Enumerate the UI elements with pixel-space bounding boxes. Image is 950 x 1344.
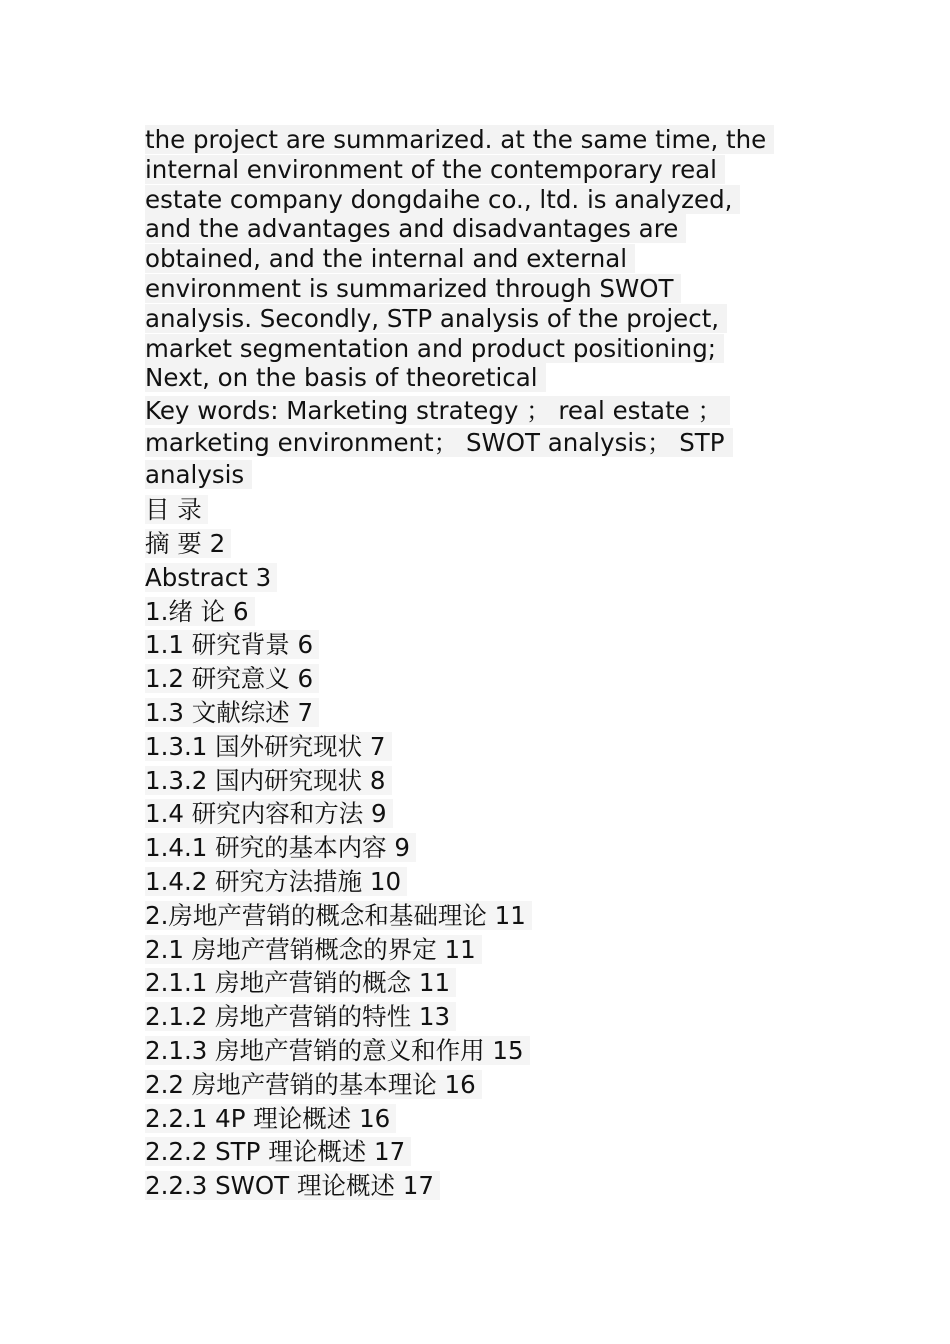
toc-entry[interactable]: 2.2.3 SWOT 理论概述 17: [145, 1169, 810, 1203]
toc-entry[interactable]: 摘 要 2: [145, 527, 810, 561]
abstract-line: internal environment of the contemporary real: [145, 155, 810, 185]
table-of-contents: [145, 493, 810, 1203]
abstract-line: market segmentation and product positioning;: [145, 334, 810, 364]
abstract-line: obtained, and the internal and external: [145, 244, 810, 274]
toc-entry[interactable]: Abstract 3: [145, 561, 810, 595]
abstract-line: estate company dongdaihe co., ltd. is analyzed,: [145, 185, 810, 215]
toc-entry[interactable]: 2.1.2 房地产营销的特性 13: [145, 1000, 810, 1034]
toc-entry[interactable]: 1.3.2 国内研究现状 8: [145, 764, 810, 798]
toc-entry[interactable]: 1.4.1 研究的基本内容 9: [145, 831, 810, 865]
toc-entry[interactable]: 1.4.2 研究方法措施 10: [145, 865, 810, 899]
abstract-line: the project are summarized. at the same time, the: [145, 125, 810, 155]
toc-entry[interactable]: 2.房地产营销的概念和基础理论 11: [145, 899, 810, 933]
toc-entry[interactable]: 2.2 房地产营销的基本理论 16: [145, 1068, 810, 1102]
toc-entry[interactable]: 2.1 房地产营销概念的界定 11: [145, 933, 810, 967]
toc-entry[interactable]: 2.2.2 STP 理论概述 17: [145, 1135, 810, 1169]
toc-entry[interactable]: 1.1 研究背景 6: [145, 628, 810, 662]
abstract-line: Next, on the basis of theoretical: [145, 363, 810, 393]
keywords-line: analysis: [145, 459, 810, 491]
keywords-line: Key words: Marketing strategy ； real estate ；: [145, 395, 810, 427]
toc-entry[interactable]: 2.1.3 房地产营销的意义和作用 15: [145, 1034, 810, 1068]
document-page: [145, 125, 810, 1203]
abstract-line: environment is summarized through SWOT: [145, 274, 810, 304]
toc-entry[interactable]: 1.4 研究内容和方法 9: [145, 797, 810, 831]
abstract-line: and the advantages and disadvantages are: [145, 214, 810, 244]
toc-entry[interactable]: 1.2 研究意义 6: [145, 662, 810, 696]
toc-title: 目 录: [145, 493, 810, 527]
abstract-paragraph: [145, 125, 810, 393]
abstract-line: analysis. Secondly, STP analysis of the project,: [145, 304, 810, 334]
toc-entry[interactable]: 1.3 文献综述 7: [145, 696, 810, 730]
toc-entry[interactable]: 2.2.1 4P 理论概述 16: [145, 1102, 810, 1136]
keywords-line: marketing environment； SWOT analysis； STP: [145, 427, 810, 459]
keywords-paragraph: [145, 395, 810, 491]
toc-entry[interactable]: 1.绪 论 6: [145, 595, 810, 629]
toc-entry[interactable]: 1.3.1 国外研究现状 7: [145, 730, 810, 764]
toc-entry[interactable]: 2.1.1 房地产营销的概念 11: [145, 966, 810, 1000]
